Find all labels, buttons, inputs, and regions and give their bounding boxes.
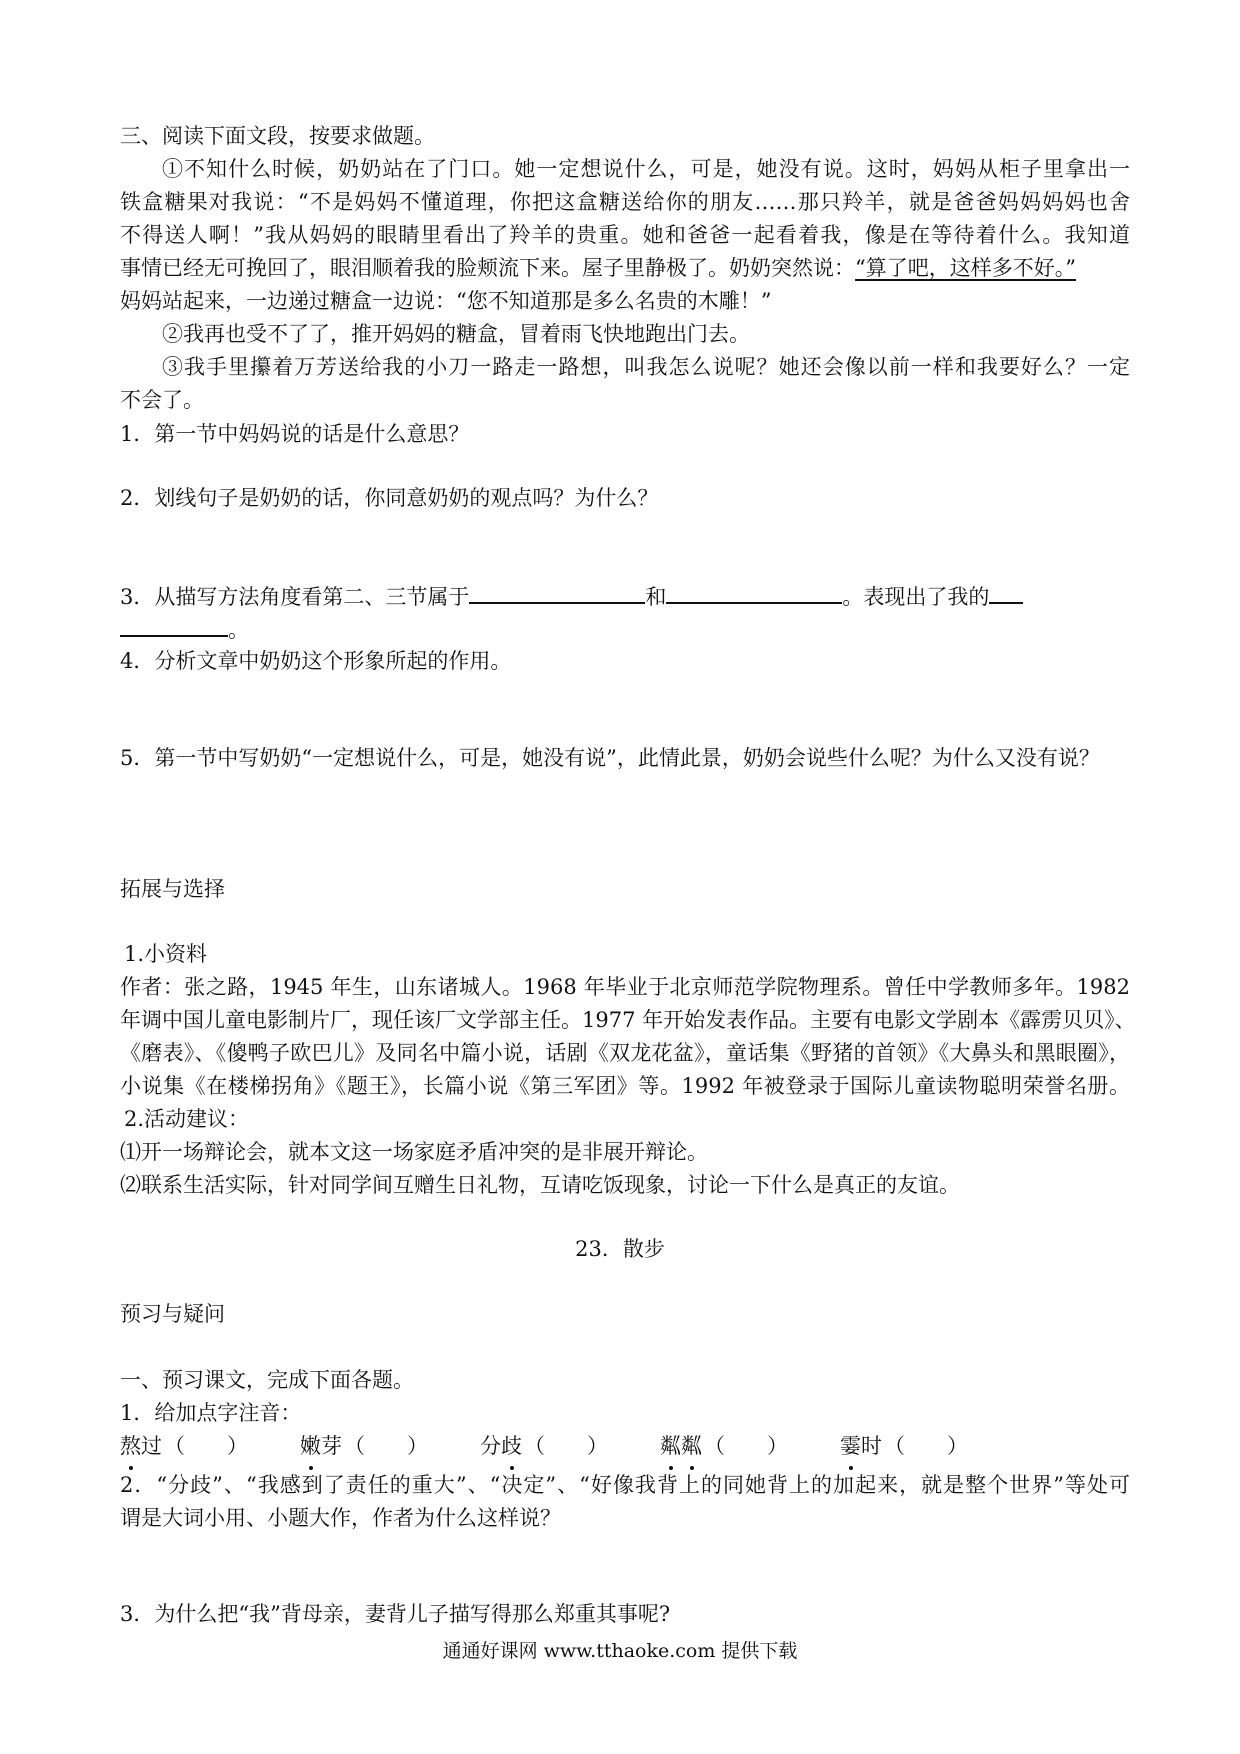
underlined-sentence: “算了吧，这样多不好。” (855, 256, 1076, 280)
suggestion-1: ⑴开一场辩论会，就本文这一场家庭矛盾冲突的是非展开辩论。 (120, 1140, 708, 1164)
bio-line-4: 小说集《在楼梯拐角》《题王》，长篇小说《第三军团》等。1992 年被登录于国际儿童读物聪明荣誉名册。 (120, 1074, 1130, 1098)
dotted-char: 嫩 (300, 1430, 321, 1463)
dotted-char: 熬 (120, 1430, 141, 1463)
dotted-character (660, 1430, 702, 1463)
dotted-character (120, 1430, 141, 1463)
dotted-char: 歧 (501, 1430, 522, 1463)
paragraph-1-line-4-text: 事情已经无可挽回了，眼泪顺着我的脸颊流下来。屋子里静极了。奶奶突然说： (120, 256, 855, 280)
paragraph-1-line-2: 铁盒糖果对我说：“不是妈妈不懂道理，你把这盒糖送给你的朋友……那只羚羊，就是爸爸妈妈妈妈也舍 (120, 190, 1130, 214)
paragraph-1-line-1: ①不知什么时候，奶奶站在了门口。她一定想说什么，可是，她没有说。这时，妈妈从柜子里拿出一 (162, 157, 1130, 181)
pinyin-word-text: 分 (480, 1434, 501, 1458)
footer-text: 通通好课网 www.tthaoke.com 提供下载 (442, 1640, 798, 1662)
answer-blank-1[interactable] (469, 578, 645, 604)
paragraph-3-line-1: ③我手里攥着万芳送给我的小刀一路走一路想，叫我怎么说呢？她还会像以前一样和我要好么？一定 (162, 355, 1130, 379)
question-3-part-b: 和 (645, 585, 667, 609)
question-3-end: 。 (228, 618, 249, 642)
question-3-part-c: 。表现出了我的 (842, 585, 990, 609)
part-1-heading: 一、预习课文，完成下面各题。 (120, 1368, 414, 1392)
bio-line-1: 作者：张之路，1945 年生，山东诸城人。1968 年毕业于北京师范学院物理系。曾任中学教师多年。1982 (120, 975, 1130, 999)
pinyin-word-text: 过 (141, 1434, 162, 1458)
material-title: 1.小资料 (124, 942, 208, 966)
answer-blank-2[interactable] (666, 578, 842, 604)
question-3-continued (120, 611, 1130, 647)
pinyin-question: 1．给加点字注音： (120, 1401, 302, 1425)
question-2: 2．划线句子是奶奶的话，你同意奶奶的观点吗？为什么？ (120, 486, 659, 510)
pinyin-item (840, 1430, 968, 1463)
pinyin-answer-blank[interactable]: （ ） (344, 1434, 428, 1458)
pinyin-item (660, 1430, 788, 1463)
pinyin-row (120, 1430, 1130, 1463)
dotted-char: 霎 (840, 1430, 861, 1463)
answer-blank-3[interactable] (989, 578, 1023, 604)
dotted-char: 粼 (681, 1430, 702, 1463)
answer-blank-3-continued[interactable] (120, 611, 228, 637)
question-3-part-a: 3．从描写方法角度看第二、三节属于 (120, 585, 470, 609)
dotted-character (300, 1430, 321, 1463)
lesson-title: 23．散步 (575, 1237, 665, 1261)
question-5: 5．第一节中写奶奶“一定想说什么，可是，她没有说”，此情此景，奶奶会说些什么呢？为什么又没有说？ (120, 746, 1100, 770)
paragraph-2: ②我再也受不了了，推开妈妈的糖盒，冒着雨飞快地跑出门去。 (162, 322, 750, 346)
dotted-character (840, 1430, 861, 1463)
dotted-character (501, 1430, 522, 1463)
paragraph-3-line-2: 不会了。 (120, 388, 204, 412)
pinyin-answer-blank[interactable]: （ ） (164, 1434, 248, 1458)
lesson-question-2-line-1: 2．“分歧”、“我感到了责任的重大”、“决定”、“好像我背上的同她背上的加起来，就是整个世界”等处可 (120, 1473, 1130, 1497)
dotted-char: 粼 (660, 1430, 681, 1463)
bio-line-2: 年调中国儿童电影制片厂，现任该厂文学部主任。1977 年开始发表作品。主要有电影文学剧本《霹雳贝贝》、 (120, 1008, 1136, 1032)
lesson-question-2-line-2: 谓是大词小用、小题大作，作者为什么这样说？ (120, 1506, 561, 1530)
lesson-question-3: 3．为什么把“我”背母亲，妻背儿子描写得那么郑重其事呢? (120, 1602, 671, 1626)
preview-heading: 预习与疑问 (120, 1302, 225, 1326)
suggestion-2: ⑵联系生活实际，针对同学间互赠生日礼物，互请吃饭现象，讨论一下什么是真正的友谊。 (120, 1173, 960, 1197)
pinyin-word-text: 时 (861, 1434, 882, 1458)
pinyin-answer-blank[interactable]: （ ） (884, 1434, 968, 1458)
pinyin-item (300, 1430, 428, 1463)
pinyin-word-text: 芽 (321, 1434, 342, 1458)
pinyin-answer-blank[interactable]: （ ） (704, 1434, 788, 1458)
paragraph-1-line-4 (120, 252, 1130, 285)
pinyin-item (120, 1430, 248, 1463)
paragraph-1-line-3: 不得送人啊！”我从妈妈的眼睛里看出了羚羊的贵重。她和爸爸一起看着我，像是在等待着什么。我知道 (120, 223, 1130, 247)
section-3-heading: 三、阅读下面文段，按要求做题。 (120, 124, 435, 148)
extension-heading: 拓展与选择 (120, 877, 225, 901)
activity-title: 2.活动建议： (124, 1107, 250, 1131)
question-1: 1．第一节中妈妈说的话是什么意思？ (120, 422, 470, 446)
question-4: 4．分析文章中奶奶这个形象所起的作用。 (120, 649, 512, 673)
paragraph-1-line-5: 妈妈站起来，一边递过糖盒一边说：“您不知道那是多么名贵的木雕！” (120, 289, 772, 313)
question-3 (120, 578, 1130, 614)
bio-line-3: 《磨表》、《傻鸭子欧巴儿》及同名中篇小说，话剧《双龙花盆》，童话集《野猪的首领》《大鼻头和黑眼圈》， (120, 1041, 1130, 1065)
pinyin-item (480, 1430, 608, 1463)
pinyin-answer-blank[interactable]: （ ） (524, 1434, 608, 1458)
